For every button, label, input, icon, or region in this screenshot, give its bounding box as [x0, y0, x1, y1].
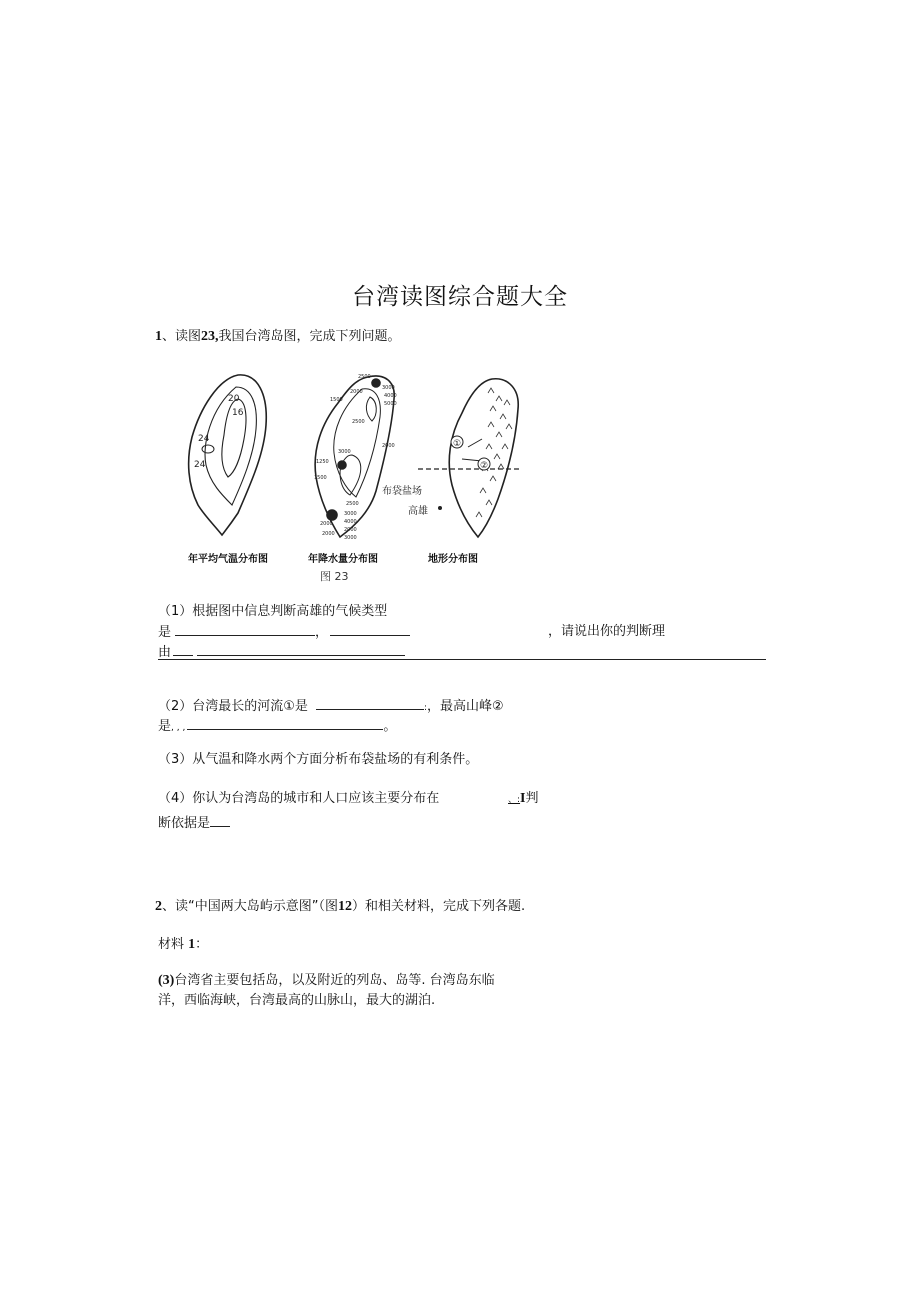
- material-colon: ：: [195, 937, 209, 952]
- answer-prefix: 是: [158, 719, 172, 734]
- isohyet-label: 2000: [350, 389, 363, 395]
- isohyet-label: 4000: [384, 393, 397, 399]
- isohyet-label: 5000: [384, 401, 397, 407]
- sub-question-3: （3）从气温和降水两个方面分析布袋盐场的有利条件。: [158, 752, 479, 767]
- place-label-budai: 布袋盐场: [382, 486, 422, 497]
- sub-question-1-suffix: ，请说出你的判断理: [548, 624, 666, 639]
- answer-blank[interactable]: [187, 717, 383, 730]
- answer-prefix: 由: [158, 645, 172, 660]
- figure-label: 图 23: [320, 570, 349, 583]
- isotherm-label: 16: [232, 408, 244, 418]
- sub-question-4-line2: [158, 814, 230, 833]
- answer-prefix: 是: [158, 625, 172, 640]
- isohyet-label: 3000: [344, 535, 357, 541]
- question-1-figure-ref: 23,: [201, 329, 219, 344]
- blank-dots: , , ,: [171, 723, 186, 733]
- item-number: (3): [158, 973, 175, 988]
- question-1-text: 我国台湾岛图，完成下列问题。: [218, 329, 401, 344]
- sub-question-2-line2: [158, 717, 396, 737]
- isohyet-label: 3000: [338, 449, 351, 455]
- marker-1-label: ①: [453, 439, 462, 449]
- question-mark-i: I: [520, 791, 526, 806]
- isohyet-label: 1500: [330, 397, 343, 403]
- isotherm-label: 24: [194, 460, 206, 470]
- material-label: 材料: [158, 937, 185, 952]
- sub-question-1-line2: [158, 623, 410, 642]
- sub-question-1-line1: （1）根据图中信息判断高雄的气候类型: [158, 604, 388, 619]
- question-1-number: 1: [155, 329, 162, 344]
- question-1-intro: [155, 328, 401, 346]
- question-1-sep: 、读图: [162, 329, 202, 344]
- isohyet-label: 4000: [344, 519, 357, 525]
- place-label-kaohsiung: 高雄: [408, 506, 428, 517]
- answer-blank[interactable]: [330, 623, 410, 636]
- figure-23: [170, 365, 540, 590]
- question-2-intro: [155, 898, 525, 916]
- isohyet-label: 1250: [316, 459, 329, 465]
- isotherm-label: 20: [228, 394, 240, 404]
- question-2-text-rest: ）和相关材料，完成下列各题.: [351, 899, 526, 914]
- material-number: 1: [188, 937, 196, 952]
- isohyet-label: 2500: [352, 419, 365, 425]
- taiwan-maps-svg: [170, 365, 540, 590]
- material-1-label: [158, 936, 208, 954]
- sub-question-2-line1: [158, 697, 504, 717]
- question-2-text: 、读“中国两大岛屿示意图”（图: [162, 899, 338, 914]
- question-text: 判: [525, 791, 539, 806]
- answer-rule-line: [158, 659, 766, 660]
- question-text: （2）台湾最长的河流①是: [158, 699, 308, 714]
- blank-separator: :: [423, 703, 427, 713]
- material-item-line1: [158, 972, 495, 990]
- isohyet-label: 2000: [320, 521, 333, 527]
- isohyet-label: 3000: [344, 511, 357, 517]
- material-item-line2: 洋，西临海峡，台湾最高的山脉山，最大的湖泊.: [158, 993, 436, 1008]
- question-2-figure-ref: 12: [337, 899, 352, 914]
- question-2-number: 2: [155, 899, 162, 914]
- map-caption: 地形分布图: [428, 554, 478, 565]
- question-text: 。: [383, 719, 397, 734]
- answer-blank[interactable]: [197, 643, 405, 656]
- isohyet-label: 1500: [314, 475, 327, 481]
- question-text: 断依据是: [158, 816, 211, 831]
- isohyet-label: 2000: [322, 531, 335, 537]
- isohyet-label: 2000: [382, 443, 395, 449]
- isohyet-label: 2000: [344, 527, 357, 533]
- mountain-symbols: [476, 388, 512, 517]
- blank-separator: ，: [315, 625, 329, 640]
- question-text: ，最高山峰②: [426, 699, 504, 714]
- isohyet-label: 2500: [358, 374, 371, 380]
- answer-blank[interactable]: [316, 697, 424, 710]
- item-text: 台湾省主要包括岛，以及附近的列岛、岛等. 台湾岛东临: [174, 973, 495, 988]
- sub-question-4-line1: （4）你认为台湾岛的城市和人口应该主要分布在: [158, 791, 440, 806]
- answer-blank[interactable]: [210, 814, 230, 827]
- map-caption: 年降水量分布图: [308, 554, 378, 565]
- isohyet-label: 2500: [346, 501, 359, 507]
- page-title: 台湾读图综合题大全: [352, 284, 568, 310]
- isotherm-label: 24: [198, 434, 210, 444]
- isohyet-label: 3000: [382, 385, 395, 391]
- kaohsiung-dot: [438, 506, 442, 510]
- blank-mark: 、:: [508, 795, 521, 805]
- marker-2-label: ②: [480, 461, 489, 471]
- map-caption: 年平均气温分布图: [188, 554, 268, 565]
- answer-blank[interactable]: [173, 643, 193, 656]
- sub-question-4-tail: [508, 790, 539, 809]
- answer-blank[interactable]: [175, 623, 315, 636]
